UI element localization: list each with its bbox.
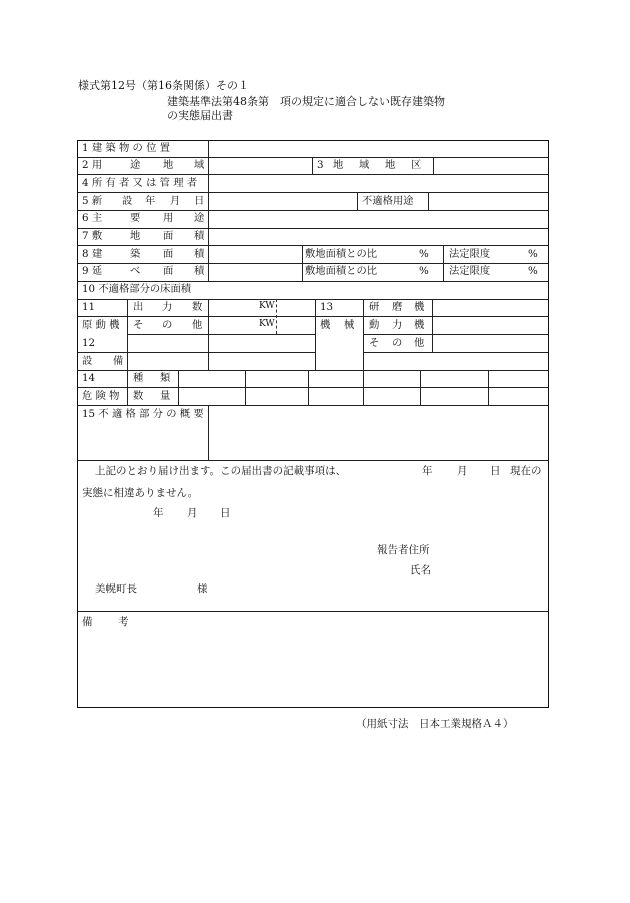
form-title-line1: 建築基準法第48条第 項の規定に適合しない既存建築物 xyxy=(167,95,445,108)
power-machine-label-b: 力 xyxy=(392,319,403,331)
building-ratio-percent: % xyxy=(419,248,429,260)
floor-area-label-d: 積 xyxy=(194,265,205,277)
floor-legal-limit-label: 法定限度 xyxy=(449,265,491,277)
hazardous-label: 危 険 物 xyxy=(82,390,120,402)
item-11-number: 11 xyxy=(82,301,96,313)
district-label-c: 域 xyxy=(359,159,370,171)
col-line xyxy=(443,245,444,281)
col-line xyxy=(432,299,433,352)
col-line xyxy=(208,405,209,460)
district-label-d: 地 xyxy=(385,159,396,171)
row-line xyxy=(363,334,548,335)
equipment-label-b: 備 xyxy=(113,355,124,367)
main-use-label-d: 途 xyxy=(194,212,205,224)
equipment-label-a: 設 xyxy=(82,355,93,367)
row-line xyxy=(78,157,548,158)
col-line xyxy=(308,370,309,405)
declaration-line2: 実態に相違ありません。 xyxy=(82,487,199,499)
col-line xyxy=(428,192,429,210)
site-area-label-d: 積 xyxy=(194,230,205,242)
nonconforming-use-label: 不適格用途 xyxy=(362,195,414,207)
machinery-label-a: 機 xyxy=(320,319,331,331)
declaration-suffix: 現在の xyxy=(510,465,542,477)
district-label-e: 区 xyxy=(411,159,422,171)
power-machine-label-c: 機 xyxy=(414,319,425,331)
paper-size-note: （用紙寸法 日本工業規格Ａ４） xyxy=(356,718,514,730)
col-line xyxy=(127,299,128,370)
col-line xyxy=(208,299,209,370)
use-zone-label-d: 域 xyxy=(194,159,205,171)
motor-label: 原 動 機 xyxy=(82,319,120,331)
position-label: 1 建 築 物 の 位 置 xyxy=(82,142,170,154)
new-date-label-d: 月 xyxy=(170,195,181,207)
new-date-label-b: 設 xyxy=(122,195,133,207)
row-line xyxy=(78,405,548,406)
grinder-label-c: 機 xyxy=(414,301,425,313)
district-label-a: 3 xyxy=(317,159,324,171)
col-line xyxy=(178,370,179,405)
submission-day: 日 xyxy=(220,507,231,519)
row-line xyxy=(78,210,548,211)
floor-area-label-a: 9 延 xyxy=(82,265,103,277)
district-label-b: 地 xyxy=(333,159,344,171)
new-date-label-e: 日 xyxy=(194,195,205,207)
form-frame xyxy=(77,140,549,708)
building-legal-limit-label: 法定限度 xyxy=(449,248,491,260)
floor-ratio-percent: % xyxy=(419,265,429,277)
new-date-label-c: 年 xyxy=(145,195,156,207)
row-line xyxy=(78,228,548,229)
nonconforming-floor-area-label: 10 不適格部分の床面積 xyxy=(82,283,192,295)
honorific-label: 様 xyxy=(197,583,208,595)
declaration-year: 年 xyxy=(422,465,433,477)
machinery-other-label-a: そ xyxy=(369,337,380,349)
col-line xyxy=(127,370,128,405)
quantity-label-a: 数 xyxy=(133,390,144,402)
motor-other-label-a: そ xyxy=(133,319,144,331)
machinery-other-label-b: の xyxy=(392,337,403,349)
row-line xyxy=(78,370,548,371)
col-line xyxy=(302,245,303,281)
row-line xyxy=(363,352,548,353)
floor-area-label-c: 面 xyxy=(163,265,174,277)
col-line xyxy=(433,157,434,174)
mayor-label: 美幌町長 xyxy=(95,583,137,595)
col-line xyxy=(245,370,246,405)
floor-limit-percent: % xyxy=(528,265,538,277)
col-line xyxy=(488,370,489,405)
main-use-label-c: 用 xyxy=(163,212,174,224)
col-line xyxy=(420,370,421,405)
main-use-label-a: 6 主 xyxy=(82,212,103,224)
main-use-label-b: 要 xyxy=(130,212,141,224)
motor-other-label-c: 他 xyxy=(192,319,203,331)
form-title-line2: の実態届出書 xyxy=(167,109,233,122)
output-label-c: 数 xyxy=(192,301,203,313)
motor-other-label-b: の xyxy=(162,319,173,331)
kw-unit: KW xyxy=(259,319,275,329)
item-13-number: 13 xyxy=(320,301,334,313)
new-date-label-a: 5 新 xyxy=(82,195,103,207)
declaration-line1: 上記のとおり届け出ます。この届出書の記載事項は、 xyxy=(95,465,347,477)
row-line xyxy=(127,334,315,335)
floor-ratio-label: 敷地面積との比 xyxy=(305,265,378,277)
grinder-label-b: 磨 xyxy=(392,301,403,313)
row-line xyxy=(78,352,315,353)
remarks-label-b: 考 xyxy=(118,616,129,628)
col-line xyxy=(363,299,364,370)
machinery-other-label-c: 他 xyxy=(414,337,425,349)
owner-label: 4 所 有 者 又 は 管 理 者 xyxy=(82,177,198,189)
submission-month: 月 xyxy=(187,507,198,519)
row-line xyxy=(78,460,548,461)
kind-label-a: 種 xyxy=(133,372,144,384)
col-line xyxy=(208,140,209,281)
item-14-number: 14 xyxy=(82,372,96,384)
quantity-label-b: 量 xyxy=(160,390,171,402)
building-area-label-b: 築 xyxy=(130,248,141,260)
submission-year: 年 xyxy=(153,507,164,519)
site-area-label-c: 面 xyxy=(163,230,174,242)
row-line xyxy=(78,245,548,246)
use-zone-label-c: 地 xyxy=(163,159,174,171)
row-line xyxy=(78,192,548,193)
use-zone-label-b: 途 xyxy=(130,159,141,171)
col-line xyxy=(357,192,358,210)
row-line xyxy=(78,316,548,317)
building-limit-percent: % xyxy=(528,248,538,260)
building-ratio-label: 敷地面積との比 xyxy=(305,248,378,260)
row-line xyxy=(78,611,548,612)
item-12-number: 12 xyxy=(82,337,96,349)
row-line xyxy=(78,263,548,264)
remarks-label-a: 備 xyxy=(82,616,93,628)
site-area-label-b: 地 xyxy=(130,230,141,242)
col-line-dashed xyxy=(276,299,277,334)
nonconforming-summary-label: 15 不 適 格 部 分 の 概 要 xyxy=(82,408,204,420)
kind-label-b: 類 xyxy=(160,372,171,384)
reporter-address-label: 報告者住所 xyxy=(377,544,430,556)
col-line xyxy=(363,370,364,405)
col-line xyxy=(312,157,313,174)
form-number: 様式第12号（第16条関係）その１ xyxy=(78,79,249,92)
declaration-month: 月 xyxy=(457,465,468,477)
machinery-label-b: 械 xyxy=(344,319,355,331)
site-area-label-a: 7 敷 xyxy=(82,230,103,242)
use-zone-label-a: 2 用 xyxy=(82,159,103,171)
power-machine-label-a: 動 xyxy=(369,319,380,331)
floor-area-label-b: べ xyxy=(130,265,141,277)
row-line xyxy=(78,299,548,300)
output-label-b: 力 xyxy=(162,301,173,313)
row-line xyxy=(78,281,548,282)
grinder-label-a: 研 xyxy=(369,301,380,313)
col-line xyxy=(315,299,316,370)
building-area-label-d: 積 xyxy=(194,248,205,260)
building-area-label-a: 8 建 xyxy=(82,248,103,260)
reporter-name-label: 氏名 xyxy=(410,564,431,576)
building-area-label-c: 面 xyxy=(163,248,174,260)
kw-unit: KW xyxy=(259,301,275,311)
declaration-day: 日 xyxy=(490,465,501,477)
row-line xyxy=(78,174,548,175)
row-line xyxy=(78,387,548,388)
output-label-a: 出 xyxy=(133,301,144,313)
